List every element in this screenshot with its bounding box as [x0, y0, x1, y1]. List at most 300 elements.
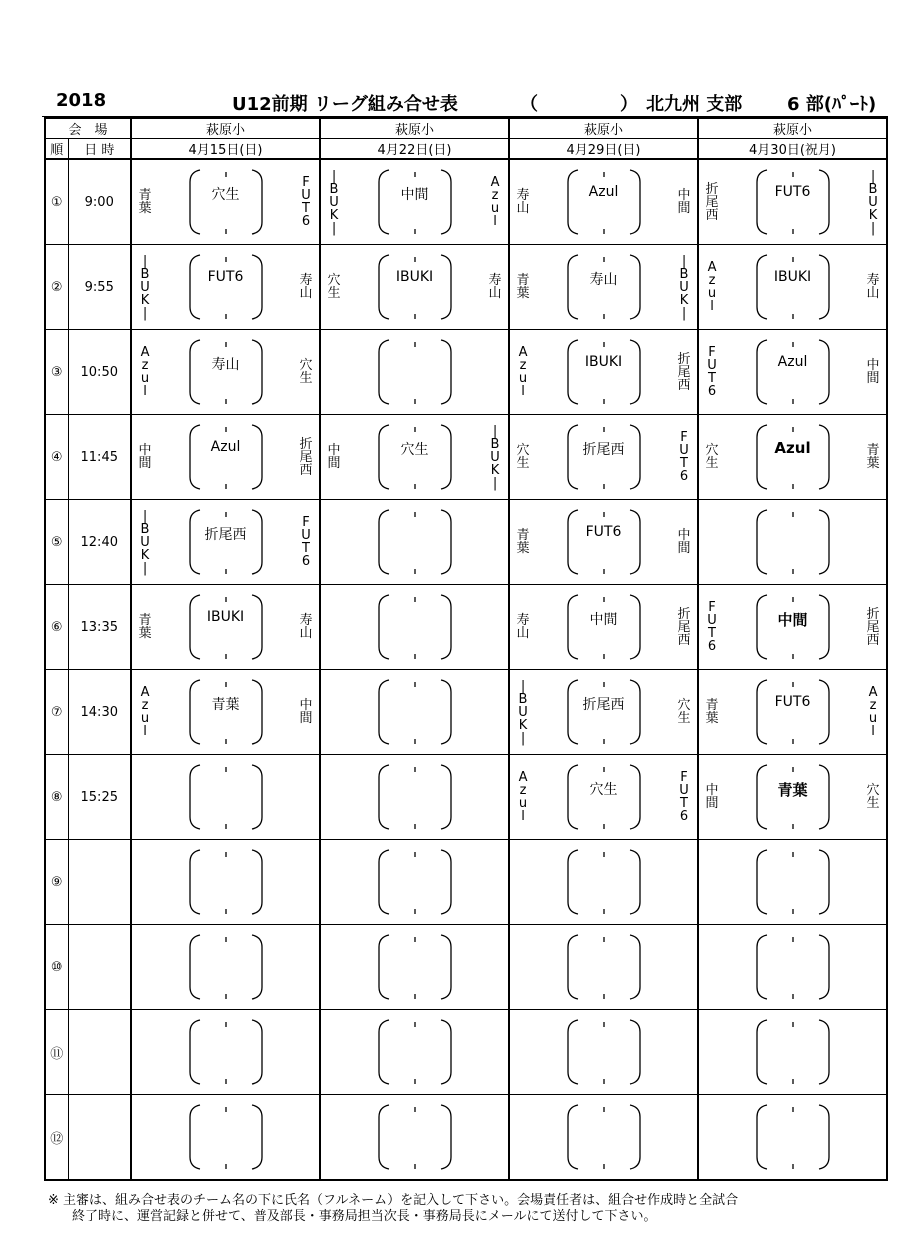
referee-bracket — [186, 508, 266, 576]
referee-bracket — [186, 1103, 266, 1171]
venue-label: 会 場 — [45, 118, 131, 139]
referee-team: 中間 — [400, 187, 429, 203]
left-team — [323, 670, 345, 754]
left-team — [512, 1095, 534, 1179]
referee-team: 折尾西 — [582, 442, 625, 458]
right-team — [673, 1010, 695, 1094]
bracket-icon — [186, 423, 266, 491]
referee-bracket — [753, 508, 833, 576]
referee-bracket — [186, 168, 266, 236]
bracket-icon — [564, 168, 644, 236]
right-team — [295, 330, 317, 414]
left-team — [512, 840, 534, 924]
referee-bracket — [753, 593, 833, 661]
right-team — [862, 500, 884, 584]
referee-bracket — [375, 253, 455, 321]
left-team-label: 穴 生 — [327, 273, 341, 301]
referee-team: 中間 — [589, 612, 618, 628]
referee-team: Azul — [774, 439, 811, 457]
bracket-icon — [564, 508, 644, 576]
match-cell — [320, 159, 509, 245]
left-team — [134, 1095, 156, 1179]
referee-bracket — [753, 933, 833, 1001]
left-team — [512, 925, 534, 1009]
match-row — [45, 925, 887, 1010]
referee-team: 穴生 — [589, 782, 618, 798]
match-number: ③ — [45, 330, 68, 415]
match-cell — [131, 1010, 320, 1095]
match-row — [45, 670, 887, 755]
left-team — [323, 585, 345, 669]
left-team-label: 寿 山 — [516, 613, 530, 641]
referee-bracket — [564, 1103, 644, 1171]
left-team — [701, 500, 723, 584]
right-team-label: A z u l — [868, 685, 878, 739]
referee-bracket — [564, 593, 644, 661]
right-team-label: 折 尾 西 — [677, 351, 691, 393]
left-team — [701, 160, 723, 244]
right-team — [862, 840, 884, 924]
match-time — [68, 840, 131, 925]
right-team-label: F U T 6 — [679, 430, 689, 484]
left-team — [701, 755, 723, 839]
match-time: 9:00 — [68, 159, 131, 245]
left-team — [323, 755, 345, 839]
left-team-label: F U T 6 — [707, 345, 717, 399]
referee-team: 寿山 — [589, 272, 618, 288]
match-cell — [320, 755, 509, 840]
match-number: ⑩ — [45, 925, 68, 1010]
match-row — [45, 245, 887, 330]
match-time: 15:25 — [68, 755, 131, 840]
match-time: 10:50 — [68, 330, 131, 415]
date-col-1: 4月15日(日) — [131, 139, 320, 160]
right-team-label: 寿 山 — [299, 613, 313, 641]
left-team — [323, 500, 345, 584]
left-team — [134, 415, 156, 499]
left-team — [134, 245, 156, 329]
right-team — [484, 160, 506, 244]
match-cell — [131, 840, 320, 925]
right-team — [484, 330, 506, 414]
match-cell — [698, 755, 887, 840]
referee-bracket — [564, 763, 644, 831]
right-team — [673, 755, 695, 839]
date-col-2: 4月22日(日) — [320, 139, 509, 160]
left-team-label: A z u l — [518, 770, 528, 824]
match-cell — [509, 1010, 698, 1095]
match-cell — [320, 840, 509, 925]
left-team — [134, 500, 156, 584]
referee-bracket — [564, 933, 644, 1001]
order-label: 順 — [45, 139, 68, 160]
referee-bracket — [375, 1103, 455, 1171]
bracket-icon — [375, 253, 455, 321]
right-team-label: | B U K | — [490, 423, 500, 491]
match-number: ⑧ — [45, 755, 68, 840]
right-team — [295, 415, 317, 499]
match-row — [45, 1095, 887, 1181]
right-team — [862, 1010, 884, 1094]
left-team-label: 青 葉 — [705, 698, 719, 726]
referee-bracket — [186, 423, 266, 491]
date-col-4: 4月30日(祝月) — [698, 139, 887, 160]
referee-bracket — [186, 253, 266, 321]
right-team — [673, 670, 695, 754]
referee-team: 穴生 — [211, 187, 240, 203]
bracket-icon — [753, 508, 833, 576]
bracket-icon — [186, 848, 266, 916]
match-number: ④ — [45, 415, 68, 500]
right-team — [484, 840, 506, 924]
right-team — [862, 670, 884, 754]
right-team — [862, 1095, 884, 1179]
match-cell — [509, 159, 698, 245]
bracket-icon — [753, 678, 833, 746]
match-cell — [320, 670, 509, 755]
match-row — [45, 755, 887, 840]
bracket-icon — [753, 423, 833, 491]
year: 2018 — [56, 90, 107, 111]
right-team — [295, 840, 317, 924]
match-cell — [698, 925, 887, 1010]
referee-bracket — [375, 593, 455, 661]
left-team — [323, 1010, 345, 1094]
referee-team: FUT6 — [774, 694, 811, 710]
match-cell — [509, 840, 698, 925]
right-team — [673, 925, 695, 1009]
left-team — [134, 925, 156, 1009]
right-team-label: 寿 山 — [299, 273, 313, 301]
referee-bracket — [375, 508, 455, 576]
referee-bracket — [753, 848, 833, 916]
match-cell — [320, 925, 509, 1010]
right-team — [484, 415, 506, 499]
right-team — [295, 670, 317, 754]
left-team — [701, 585, 723, 669]
right-team-label: 寿 山 — [488, 273, 502, 301]
right-team-label: A z u l — [490, 175, 500, 229]
match-cell — [131, 245, 320, 330]
right-team — [862, 925, 884, 1009]
page-header — [42, 88, 888, 117]
left-team-label: 中 間 — [327, 443, 341, 471]
left-team-label: 青 葉 — [516, 273, 530, 301]
bracket-icon — [564, 933, 644, 1001]
referee-bracket — [186, 338, 266, 406]
bracket-icon — [753, 1018, 833, 1086]
right-team-label: 中 間 — [677, 528, 691, 556]
match-cell — [509, 1095, 698, 1181]
right-team-label: 折 尾 西 — [299, 436, 313, 478]
right-team — [484, 925, 506, 1009]
left-team — [701, 840, 723, 924]
referee-bracket — [753, 423, 833, 491]
left-team — [323, 840, 345, 924]
match-cell — [320, 245, 509, 330]
referee-team: 折尾西 — [204, 527, 247, 543]
left-team — [134, 840, 156, 924]
referee-bracket — [375, 763, 455, 831]
left-team — [323, 330, 345, 414]
right-team — [295, 755, 317, 839]
referee-bracket — [186, 1018, 266, 1086]
referee-bracket — [753, 168, 833, 236]
bracket-icon — [375, 1103, 455, 1171]
left-team-label: | B U K | — [329, 168, 339, 236]
bracket-icon — [753, 933, 833, 1001]
referee-team: 青葉 — [777, 781, 808, 799]
left-team-label: | B U K | — [140, 253, 150, 321]
bracket-icon — [753, 253, 833, 321]
referee-bracket — [375, 168, 455, 236]
bracket-icon — [753, 848, 833, 916]
left-team — [134, 330, 156, 414]
right-team — [484, 1095, 506, 1179]
match-time: 14:30 — [68, 670, 131, 755]
footnote-line-1: ※ 主審は、組み合せ表のチーム名の下に氏名（フルネーム）を記入して下さい。会場責任者は、組合せ作成時と全試合 — [48, 1193, 739, 1208]
match-number: ⑦ — [45, 670, 68, 755]
right-team-label: | B U K | — [868, 168, 878, 236]
match-row — [45, 159, 887, 245]
bracket-icon — [375, 848, 455, 916]
footnote — [48, 1193, 898, 1225]
referee-team: IBUKI — [773, 269, 812, 285]
match-time — [68, 1010, 131, 1095]
venue-col-2: 萩原小 — [320, 118, 509, 139]
referee-team: 折尾西 — [582, 697, 625, 713]
match-cell — [131, 1095, 320, 1181]
left-team — [323, 415, 345, 499]
bracket-icon — [375, 338, 455, 406]
page-title: U12前期 リーグ組み合せ表 — [232, 94, 458, 115]
footnote-line-2: 終了時に、運営記録と併せて、普及部長・事務局担当次長・事務局長にメールにて送付して下さい。 — [72, 1209, 657, 1224]
match-number: ② — [45, 245, 68, 330]
bracket-icon — [186, 253, 266, 321]
referee-bracket — [753, 678, 833, 746]
match-cell — [320, 330, 509, 415]
left-team-label: A z u l — [707, 260, 717, 314]
match-cell — [698, 1095, 887, 1181]
match-time — [68, 1095, 131, 1181]
right-team — [295, 925, 317, 1009]
match-cell — [320, 585, 509, 670]
match-cell — [698, 500, 887, 585]
left-team-label: A z u l — [140, 685, 150, 739]
right-team — [862, 330, 884, 414]
match-row — [45, 415, 887, 500]
left-team — [512, 670, 534, 754]
match-row — [45, 585, 887, 670]
left-team — [512, 1010, 534, 1094]
right-team-label: 穴 生 — [866, 783, 880, 811]
match-cell — [131, 925, 320, 1010]
bracket-icon — [564, 1018, 644, 1086]
right-team-label: 折 尾 西 — [677, 606, 691, 648]
referee-bracket — [186, 848, 266, 916]
referee-bracket — [753, 1018, 833, 1086]
left-team — [134, 585, 156, 669]
right-team — [862, 415, 884, 499]
bracket-icon — [753, 1103, 833, 1171]
bracket-icon — [753, 338, 833, 406]
left-team — [701, 330, 723, 414]
bracket-icon — [186, 763, 266, 831]
match-time: 12:40 — [68, 500, 131, 585]
left-team — [512, 245, 534, 329]
right-team — [673, 245, 695, 329]
match-cell — [698, 159, 887, 245]
referee-bracket — [753, 1103, 833, 1171]
bracket-icon — [375, 678, 455, 746]
right-team — [295, 500, 317, 584]
paren-close: ） — [620, 94, 638, 115]
referee-bracket — [564, 168, 644, 236]
referee-bracket — [564, 848, 644, 916]
right-team — [862, 245, 884, 329]
bracket-icon — [186, 933, 266, 1001]
match-row — [45, 500, 887, 585]
referee-bracket — [375, 933, 455, 1001]
right-team — [673, 330, 695, 414]
right-team-label: 中 間 — [299, 698, 313, 726]
referee-team: IBUKI — [584, 354, 623, 370]
match-time — [68, 925, 131, 1010]
match-number: ⑪ — [45, 1010, 68, 1095]
left-team — [512, 585, 534, 669]
referee-bracket — [186, 763, 266, 831]
right-team — [484, 755, 506, 839]
schedule-table — [44, 117, 888, 1181]
match-cell — [320, 1010, 509, 1095]
referee-team: Azul — [777, 354, 808, 370]
right-team — [673, 840, 695, 924]
left-team — [512, 330, 534, 414]
match-cell — [698, 330, 887, 415]
right-team-label: 寿 山 — [866, 273, 880, 301]
left-team — [323, 1095, 345, 1179]
right-team — [673, 160, 695, 244]
right-team — [295, 245, 317, 329]
left-team-label: 寿 山 — [516, 188, 530, 216]
bracket-icon — [375, 1018, 455, 1086]
match-cell — [131, 415, 320, 500]
match-number: ⑫ — [45, 1095, 68, 1181]
match-cell — [131, 585, 320, 670]
right-team-label: 中 間 — [866, 358, 880, 386]
match-cell — [698, 585, 887, 670]
paren-open: （ — [520, 94, 538, 115]
left-team — [701, 1010, 723, 1094]
left-team-label: 折 尾 西 — [705, 181, 719, 223]
right-team — [295, 1095, 317, 1179]
match-cell — [698, 670, 887, 755]
right-team-label: 穴 生 — [677, 698, 691, 726]
right-team — [484, 585, 506, 669]
referee-bracket — [186, 678, 266, 746]
match-row — [45, 330, 887, 415]
right-team — [484, 1010, 506, 1094]
match-cell — [509, 925, 698, 1010]
match-cell — [509, 330, 698, 415]
branch-name: 北九州 支部 — [646, 94, 743, 115]
referee-bracket — [375, 338, 455, 406]
left-team — [134, 670, 156, 754]
match-cell — [509, 245, 698, 330]
bracket-icon — [186, 1018, 266, 1086]
left-team — [701, 245, 723, 329]
referee-team: Azul — [588, 184, 619, 200]
right-team-label: 折 尾 西 — [866, 606, 880, 648]
bracket-icon — [753, 168, 833, 236]
match-cell — [509, 415, 698, 500]
left-team — [701, 925, 723, 1009]
left-team — [134, 755, 156, 839]
bracket-icon — [375, 508, 455, 576]
right-team-label: F U T 6 — [301, 175, 311, 229]
right-team — [862, 755, 884, 839]
right-team-label: 中 間 — [677, 188, 691, 216]
match-cell — [131, 159, 320, 245]
referee-bracket — [564, 338, 644, 406]
referee-team: 青葉 — [211, 697, 240, 713]
referee-bracket — [186, 933, 266, 1001]
right-team-label: F U T 6 — [679, 770, 689, 824]
division: 6 部(ﾊﾟｰﾄ) — [787, 94, 877, 115]
datetime-label: 日 時 — [68, 139, 131, 160]
referee-team: 中間 — [777, 611, 808, 629]
referee-bracket — [753, 338, 833, 406]
right-team — [295, 585, 317, 669]
referee-bracket — [753, 253, 833, 321]
match-cell — [698, 840, 887, 925]
right-team — [673, 1095, 695, 1179]
right-team — [484, 245, 506, 329]
right-team — [295, 1010, 317, 1094]
left-team — [512, 755, 534, 839]
left-team-label: 穴 生 — [705, 443, 719, 471]
match-cell — [320, 500, 509, 585]
left-team-label: | B U K | — [518, 678, 528, 746]
match-cell — [131, 755, 320, 840]
referee-team: IBUKI — [395, 269, 434, 285]
match-number: ⑤ — [45, 500, 68, 585]
left-team — [323, 925, 345, 1009]
left-team-label: A z u l — [140, 345, 150, 399]
bracket-icon — [186, 1103, 266, 1171]
left-team-label: F U T 6 — [707, 600, 717, 654]
bracket-icon — [186, 593, 266, 661]
bracket-icon — [375, 593, 455, 661]
match-cell — [131, 500, 320, 585]
left-team-label: 青 葉 — [516, 528, 530, 556]
bracket-icon — [564, 338, 644, 406]
referee-bracket — [564, 1018, 644, 1086]
right-team — [673, 415, 695, 499]
referee-bracket — [564, 678, 644, 746]
referee-team: IBUKI — [206, 609, 245, 625]
referee-team: FUT6 — [774, 184, 811, 200]
match-cell — [320, 1095, 509, 1181]
match-number: ⑥ — [45, 585, 68, 670]
referee-team: FUT6 — [585, 524, 622, 540]
date-col-3: 4月29日(日) — [509, 139, 698, 160]
right-team — [484, 670, 506, 754]
referee-bracket — [186, 593, 266, 661]
match-cell — [509, 670, 698, 755]
right-team — [673, 585, 695, 669]
right-team-label: F U T 6 — [301, 515, 311, 569]
